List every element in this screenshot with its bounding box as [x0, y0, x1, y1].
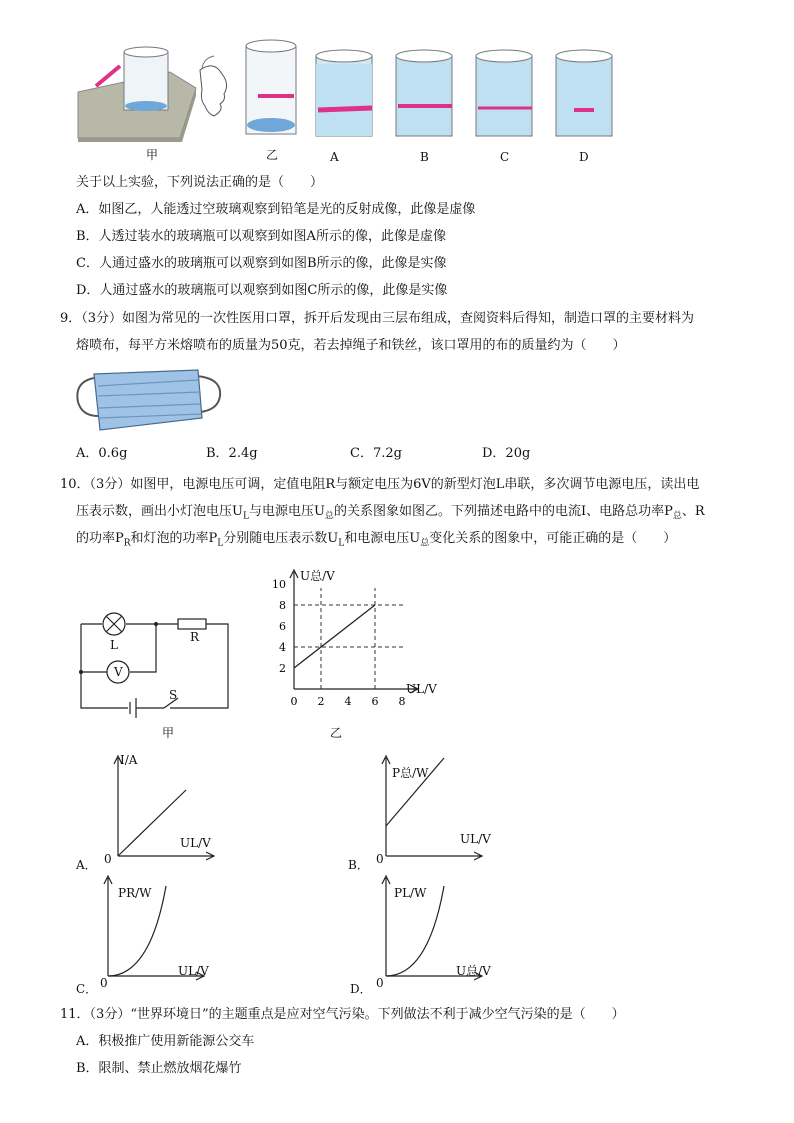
- q11-option-a[interactable]: A．积极推广使用新能源公交车: [76, 1034, 255, 1049]
- q8-option-a[interactable]: A．如图乙，人能透过空玻璃观察到铅笔是光的反射成像，此像是虚像: [76, 202, 476, 217]
- q9-option-d[interactable]: D．20g: [482, 446, 531, 461]
- junction-dot: [79, 670, 83, 674]
- option-d-ylabel: PL/W: [394, 886, 427, 900]
- y-tick-label: 6: [279, 620, 286, 633]
- option-a-letter[interactable]: A．: [76, 858, 97, 872]
- option-a-xlabel: UL/V: [180, 836, 211, 850]
- option-b-origin: 0: [376, 852, 384, 866]
- junction-dot: [154, 622, 158, 626]
- figure-label-b: B: [420, 150, 429, 164]
- option-b-xlabel: UL/V: [460, 832, 491, 846]
- circuit-caption: 甲: [162, 726, 175, 740]
- x-tick-label: 2: [317, 695, 325, 708]
- x-tick-label: 6: [371, 695, 379, 708]
- mask-image: [74, 366, 234, 436]
- q10-stem-line3: 的功率$P_R$和灯泡的功率$P_L$分别随电压表示数$U_L$和电源电压$U_总$变化关系的图象中，可能正确的是（ ）: [76, 531, 677, 549]
- q11-option-b[interactable]: B．限制、禁止燃放烟花爆竹: [76, 1061, 242, 1076]
- option-c-xlabel: UL/V: [178, 964, 209, 978]
- graph-yi: [270, 565, 420, 708]
- option-d-origin: 0: [376, 976, 384, 990]
- x-tick-label: 4: [344, 695, 352, 708]
- q9-stem-line1: 9．（3分）如图为常见的一次性医用口罩，拆开后发现由三层布组成，查阅资料后得知，制造口罩的主要材料为: [60, 311, 695, 326]
- option-c-letter[interactable]: C．: [76, 982, 98, 996]
- option-a-ylabel: I/A: [120, 753, 138, 767]
- option-a-origin: 0: [104, 852, 112, 866]
- graph-yi-ylabel: U总/V: [300, 569, 335, 583]
- q9-option-b[interactable]: B．2.4g: [206, 446, 258, 461]
- q8-option-c[interactable]: C．人通过盛水的玻璃瓶可以观察到如图B所示的像，此像是实像: [76, 256, 447, 271]
- x-tick-label: 8: [398, 695, 406, 708]
- q10-stem-line2: 压表示数，画出小灯泡电压$U_L$与电源电压$U_总$的关系图象如图乙。下列描述电路中的电流I、电路总功率$P_总$、R: [76, 504, 705, 522]
- option-c-ylabel: PR/W: [118, 886, 152, 900]
- figure-label-a: A: [330, 150, 339, 164]
- circuit-resistor-label: R: [190, 630, 200, 644]
- q9-option-a[interactable]: A．0.6g: [76, 446, 128, 461]
- option-c-origin: 0: [100, 976, 108, 990]
- q9-stem-line2: 熔喷布，每平方米熔喷布的质量为50克，若去掉绳子和铁丝，该口罩用的布的质量约为（ ）: [76, 338, 626, 353]
- option-b-letter[interactable]: B．: [348, 858, 369, 872]
- y-tick-label: 8: [279, 599, 286, 612]
- q8-option-d[interactable]: D．人通过盛水的玻璃瓶可以观察到如图C所示的像，此像是实像: [76, 283, 448, 298]
- figure-label-jia: 甲: [146, 148, 159, 162]
- figure-label-d: D: [579, 150, 589, 164]
- figure-label-yi: 乙: [266, 148, 279, 162]
- x-axis: [294, 685, 418, 693]
- option-d-xlabel: U总/V: [456, 964, 491, 978]
- graph-yi-caption: 乙: [330, 726, 343, 740]
- q11-stem: 11．（3分）“世界环境日”的主题重点是应对空气污染。下列做法不利于减少空气污染的是（ ）: [60, 1007, 625, 1022]
- x-tick-label: 0: [290, 695, 298, 708]
- q8-figure: [0, 0, 794, 170]
- option-b-ylabel: P总/W: [392, 766, 429, 780]
- option-d-letter[interactable]: D．: [350, 982, 372, 996]
- q8-stem: 关于以上实验，下列说法正确的是（ ）: [76, 175, 324, 190]
- figure-label-c: C: [500, 150, 510, 164]
- q10-stem-line1: 10．（3分）如图甲，电源电压可调，定值电阻R与额定电压为6V的新型灯泡L串联，多次调节电源电压，读出电: [60, 477, 700, 492]
- circuit-lamp-label: L: [110, 638, 118, 652]
- circuit-switch-label: S: [169, 688, 178, 702]
- circuit-voltmeter-label: V: [114, 665, 123, 679]
- circuit-diagram: [78, 612, 248, 722]
- y-tick-label: 4: [279, 641, 286, 654]
- q9-option-c[interactable]: C．7.2g: [350, 446, 402, 461]
- q8-option-b[interactable]: B．人透过装水的玻璃瓶可以观察到如图A所示的像，此像是虚像: [76, 229, 446, 244]
- y-tick-label: 2: [279, 662, 286, 675]
- data-line: [294, 605, 375, 668]
- y-axis: [290, 570, 298, 689]
- graph-yi-xlabel: UL/V: [406, 682, 437, 696]
- y-tick-label: 10: [272, 578, 286, 591]
